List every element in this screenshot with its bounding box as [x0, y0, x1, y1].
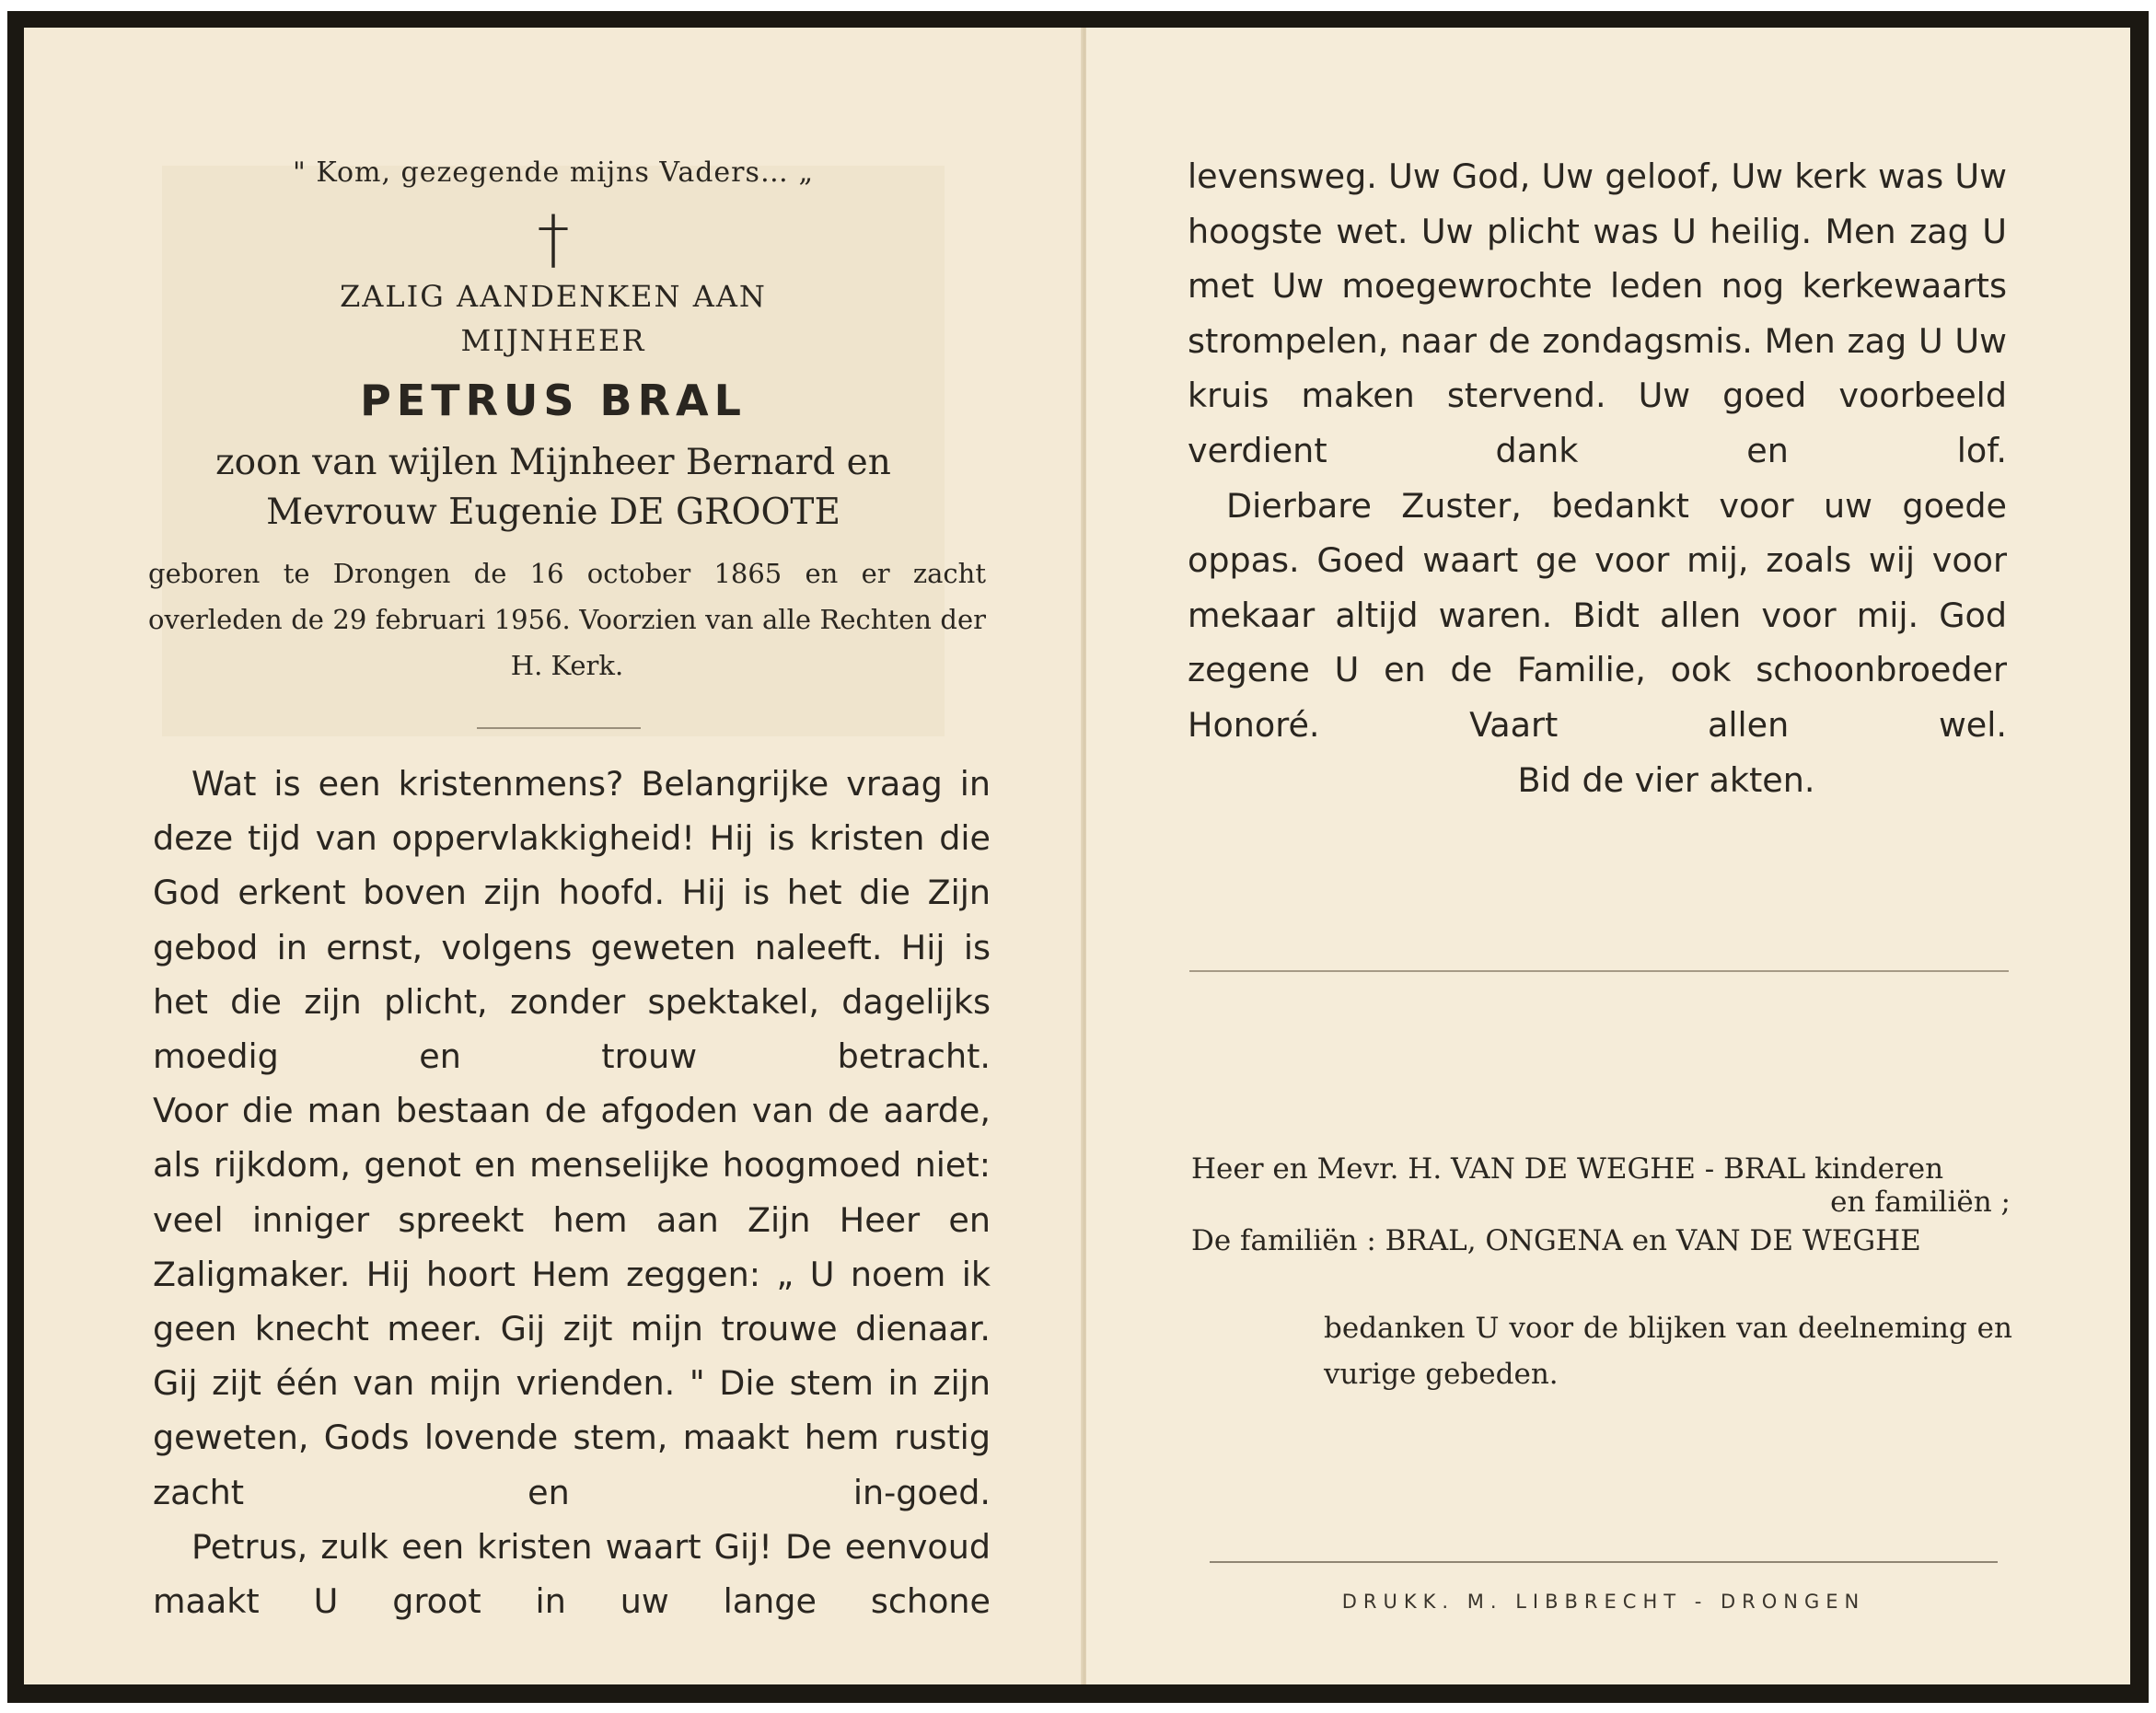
left-body-text [153, 757, 991, 1628]
parents-line-1: zoon van wijlen Mijnheer Bernard en [215, 442, 891, 483]
divider [477, 727, 641, 729]
family-line-1a: Heer en Mevr. H. VAN DE WEGHE - BRAL kinderen [1191, 1152, 1944, 1186]
deceased-name: PETRUS BRAL [360, 376, 747, 425]
heading-line-1: ZALIG AANDENKEN AAN [340, 279, 767, 314]
parents-line-2: Mevrouw Eugenie DE GROOTE [266, 492, 840, 533]
printer-imprint: DRUKK. M. LIBBRECHT - DRONGEN [1341, 1591, 1866, 1613]
thanks-text: bedanken U voor de blijken van deelneming en vurige gebeden. [1324, 1312, 2012, 1391]
right-paragraph-2: Dierbare Zuster, bedankt voor uw goede oppas. Goed waart ge voor mij, zoals wij voor mekaar altijd waren. Bidt allen voor mij. God zegene U en de Familie, ook schoonbroeder Honoré. Vaart allen wel. [1188, 485, 2007, 745]
parents [24, 438, 1083, 538]
left-paragraph-2: Voor die man bestaan de afgoden van de aarde, als rijkdom, genot en menselijke hoogmoed niet: veel inniger spreekt hem aan Zijn Heer en Zaligmaker. Hij hoort Hem zeggen: „ U noem ik geen knecht meer. Gij zijt mijn trouwe dienaar. Gij zijt één van mijn vrienden. " Die stem in zijn geweten, Gods lovende stem, maakt hem rustig zacht en in-goed. [153, 1091, 991, 1512]
divider-right [1189, 970, 2009, 972]
divider-bottom [1210, 1561, 1998, 1563]
right-body-text [1188, 149, 2007, 807]
heading [24, 274, 1083, 363]
birth-death-text: geboren te Drongen de 16 october 1865 en er zacht overleden de 29 februari 1956. Voorzien van alle Rechten der H. Kerk. [148, 558, 986, 681]
family-line-1b: en familiën ; [1830, 1186, 2011, 1219]
family-line-1 [1191, 1152, 2011, 1219]
left-paragraph-1: Wat is een kristenmens? Belangrijke vraag in deze tijd van oppervlakkigheid! Hij is kristen die God erkent boven zijn hoofd. Hij is het die Zijn gebod in ernst, volgens geweten naleeft. Hij is het die zijn plicht, zonder spektakel, dagelijks moedig en trouw betracht. [153, 764, 991, 1077]
cross-icon: † [537, 202, 570, 277]
family-line-2: De familiën : BRAL, ONGENA en VAN DE WEGHE [1191, 1224, 1921, 1257]
left-paragraph-3: Petrus, zulk een kristen waart Gij! De eenvoud maakt U groot in uw lange schone [153, 1526, 991, 1622]
right-paragraph-1: levensweg. Uw God, Uw geloof, Uw kerk was Uw hoogste wet. Uw plicht was U heilig. Men zag U met Uw moegewrochte leden nog kerkewaarts strompelen, naar de zondagsmis. Men zag U Uw kruis maken stervend. Uw goed voorbeeld verdient dank en lof. [1188, 156, 2007, 470]
closing-line: Bid de vier akten. [1517, 759, 1815, 800]
motto: " Kom, gezegende mijns Vaders… „ [293, 156, 814, 189]
heading-line-2: MIJNHEER [460, 323, 646, 358]
left-page [24, 28, 1083, 1684]
